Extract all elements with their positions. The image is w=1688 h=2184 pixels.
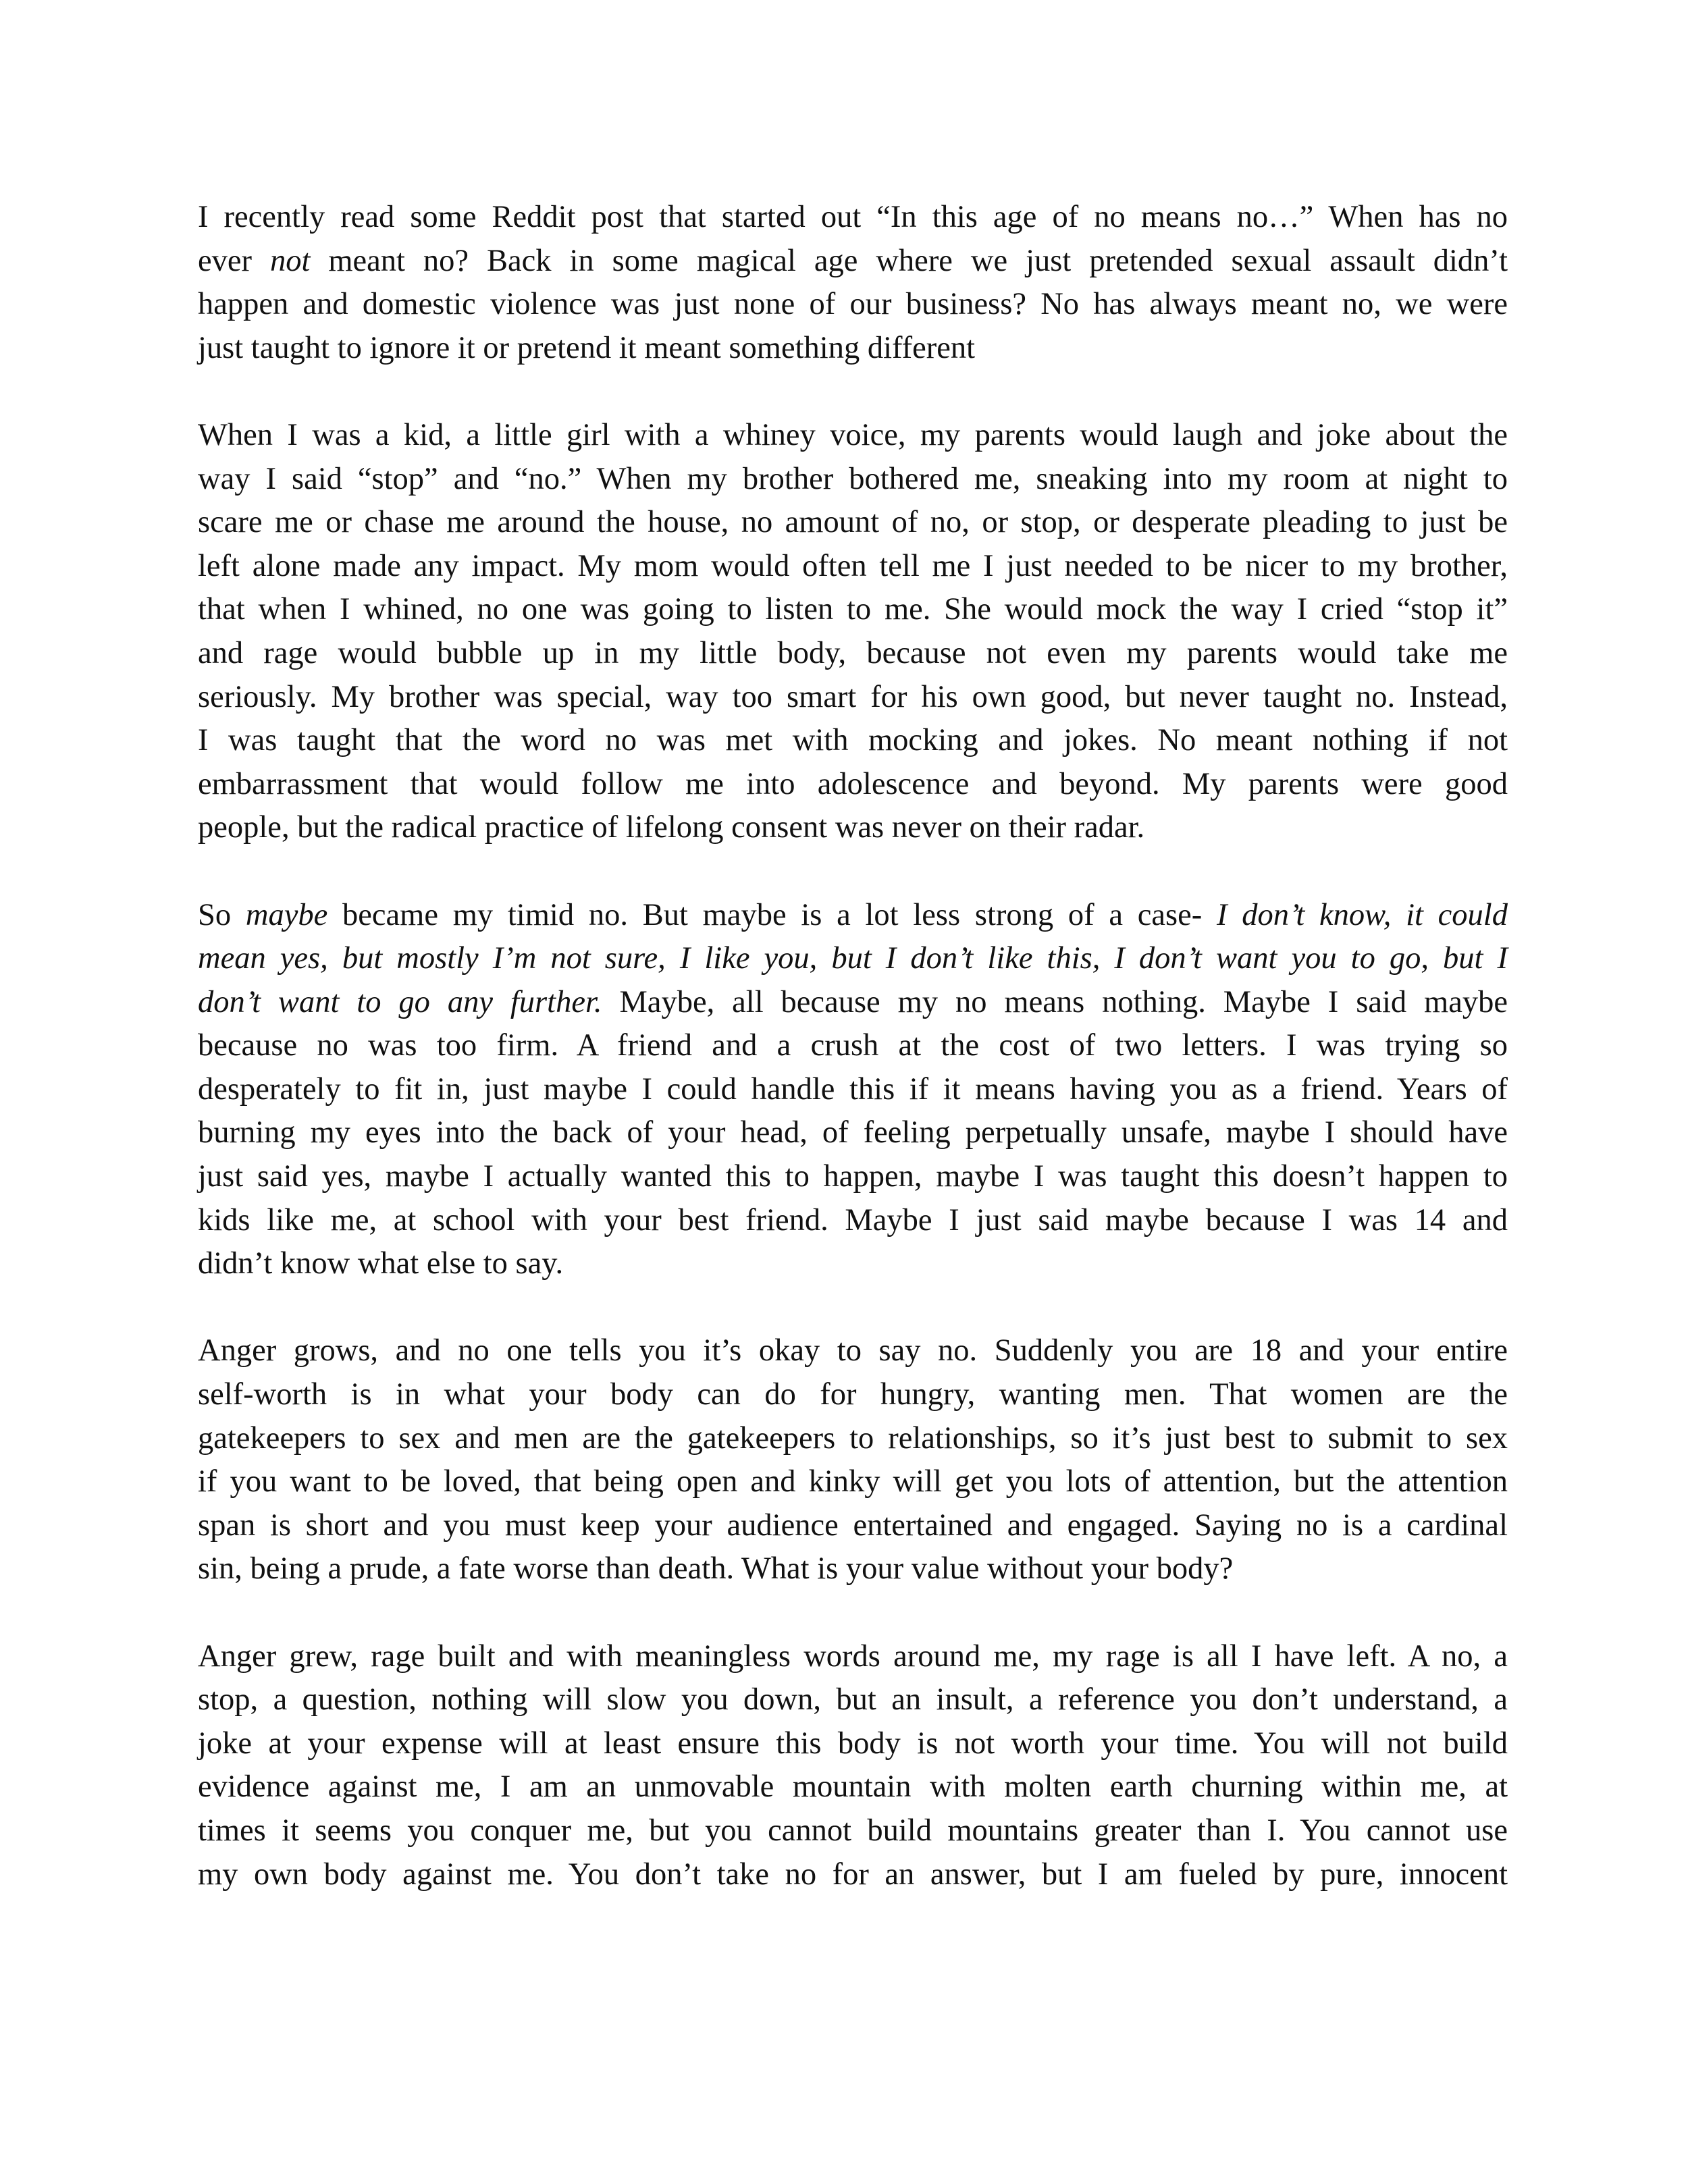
text-run: way I said “stop” and “no.” When my brother bothered me, sneaking into my room at night to — [198, 461, 1508, 496]
text-run: self-worth is in what your body can do for hungry, wanting men. That women are the — [198, 1377, 1508, 1412]
italic-text: don’t want to go any further. — [198, 984, 602, 1019]
text-run: So — [198, 897, 246, 932]
text-line — [198, 196, 1508, 240]
text-run: meant no? Back in some magical age where we just pretended sexual assault didn’t — [310, 243, 1508, 278]
text-run: joke at your expense will at least ensure this body is not worth your time. You will not build — [198, 1726, 1508, 1761]
text-run: embarrassment that would follow me into adolescence and beyond. My parents were good — [198, 766, 1508, 801]
text-line — [198, 1722, 1508, 1766]
text-run: I recently read some Reddit post that started out “In this age of no means no…” When has no — [198, 200, 1508, 234]
text-run: that when I whined, no one was going to listen to me. She would mock the way I cried “stop it” — [198, 592, 1508, 627]
text-run: When I was a kid, a little girl with a whiney voice, my parents would laugh and joke about the — [198, 417, 1508, 452]
text-line — [198, 1155, 1508, 1199]
text-run: gatekeepers to sex and men are the gatekeepers to relationships, so it’s just best to submit to sex — [198, 1420, 1508, 1456]
paragraph-2 — [198, 414, 1508, 850]
text-line — [198, 1504, 1508, 1548]
text-line — [198, 1373, 1508, 1417]
text-line — [198, 1199, 1508, 1243]
text-run: times it seems you conquer me, but you cannot build mountains greater than I. You cannot use — [198, 1813, 1508, 1848]
text-line — [198, 1765, 1508, 1809]
text-line — [198, 894, 1508, 938]
text-line — [198, 1111, 1508, 1155]
text-line — [198, 458, 1508, 502]
text-line — [198, 806, 1508, 850]
text-run: just said yes, maybe I actually wanted this to happen, maybe I was taught this doesn’t happen to — [198, 1159, 1508, 1194]
text-line — [198, 414, 1508, 458]
text-run: because no was too firm. A friend and a crush at the cost of two letters. I was trying so — [198, 1028, 1508, 1063]
italic-text: maybe — [245, 897, 328, 932]
text-run: stop, a question, nothing will slow you down, but an insult, a reference you don’t understand, a — [198, 1682, 1508, 1717]
italic-text: mean yes, but mostly I’m not sure, I like you, but I don’t like this, I don’t want you to go, but I — [198, 941, 1508, 976]
text-line — [198, 763, 1508, 807]
italic-text: not — [269, 243, 311, 278]
text-run: people, but the radical practice of lifelong consent was never on their radar. — [198, 810, 1145, 845]
text-run: desperately to fit in, just maybe I could handle this if it means having you as a friend. Years of — [198, 1071, 1508, 1107]
text-run: Anger grows, and no one tells you it’s okay to say no. Suddenly you are 18 and your entire — [198, 1333, 1508, 1368]
paragraph-1 — [198, 196, 1508, 370]
text-line — [198, 632, 1508, 676]
text-run: span is short and you must keep your audience entertained and engaged. Saying no is a cardinal — [198, 1508, 1508, 1543]
text-run: sin, being a prude, a fate worse than death. What is your value without your body? — [198, 1551, 1234, 1587]
text-run: my own body against me. You don’t take no for an answer, but I am fueled by pure, innocent — [198, 1857, 1508, 1892]
text-line — [198, 1242, 1508, 1286]
text-line — [198, 1853, 1508, 1897]
text-run: if you want to be loved, that being open and kinky will get you lots of attention, but the attention — [198, 1464, 1508, 1499]
text-run: evidence against me, I am an unmovable mountain with molten earth churning within me, at — [198, 1769, 1508, 1805]
text-run: Maybe, all because my no means nothing. Maybe I said maybe — [602, 984, 1508, 1019]
text-line — [198, 501, 1508, 545]
text-run: Anger grew, rage built and with meaningless words around me, my rage is all I have left. A no, a — [198, 1639, 1508, 1674]
text-run: didn’t know what else to say. — [198, 1246, 564, 1281]
text-run: became my timid no. But maybe is a lot less strong of a case- — [327, 897, 1217, 932]
text-run: burning my eyes into the back of your head, of feeling perpetually unsafe, maybe I should have — [198, 1115, 1508, 1150]
paragraph-5 — [198, 1635, 1508, 1897]
text-line — [198, 1417, 1508, 1461]
text-line — [198, 1068, 1508, 1112]
text-run: seriously. My brother was special, way too smart for his own good, but never taught no. Instead, — [198, 679, 1508, 714]
text-line — [198, 240, 1508, 284]
text-line — [198, 1547, 1508, 1591]
text-run: kids like me, at school with your best friend. Maybe I just said maybe because I was 14 and — [198, 1202, 1508, 1237]
text-line — [198, 1024, 1508, 1068]
text-line — [198, 676, 1508, 720]
text-run: ever — [198, 243, 270, 278]
text-run: scare me or chase me around the house, no amount of no, or stop, or desperate pleading to just be — [198, 505, 1508, 540]
text-line — [198, 1678, 1508, 1722]
text-run: left alone made any impact. My mom would often tell me I just needed to be nicer to my brother, — [198, 548, 1508, 583]
text-line — [198, 937, 1508, 981]
text-run: happen and domestic violence was just none of our business? No has always meant no, we were — [198, 287, 1508, 322]
paragraph-4 — [198, 1329, 1508, 1591]
paragraph-3 — [198, 894, 1508, 1286]
text-line — [198, 327, 1508, 371]
text-run: I was taught that the word no was met with mocking and jokes. No meant nothing if not — [198, 723, 1508, 758]
text-line — [198, 545, 1508, 589]
italic-text: I don’t know, it could — [1217, 897, 1508, 932]
document-body — [198, 196, 1508, 1940]
text-line — [198, 1460, 1508, 1504]
text-line — [198, 1635, 1508, 1679]
text-run: and rage would bubble up in my little body, because not even my parents would take me — [198, 635, 1508, 670]
text-line — [198, 588, 1508, 632]
text-line — [198, 1809, 1508, 1853]
text-line — [198, 719, 1508, 763]
text-line — [198, 981, 1508, 1025]
text-run: just taught to ignore it or pretend it meant something different — [198, 330, 976, 365]
text-line — [198, 283, 1508, 327]
text-line — [198, 1329, 1508, 1373]
